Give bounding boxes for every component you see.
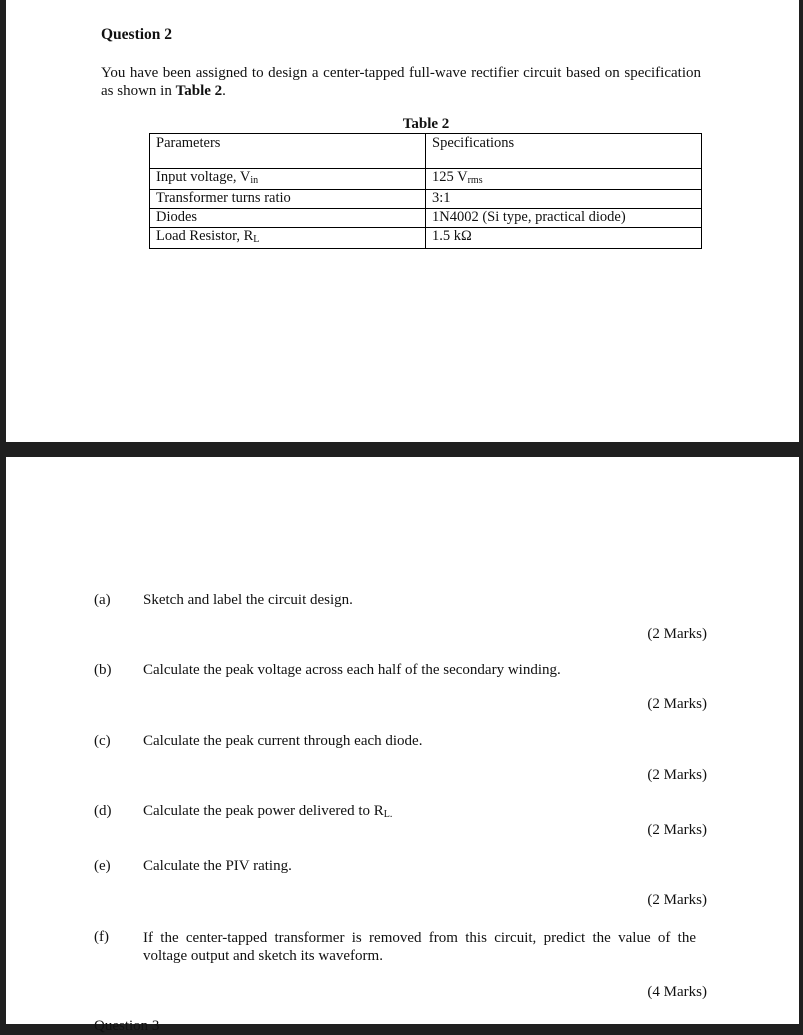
param-cell: Transformer turns ratio <box>150 190 426 209</box>
part-marks-d: (2 Marks) <box>647 822 707 838</box>
part-label-c: (c) <box>94 733 111 749</box>
table-caption: Table 2 <box>402 116 450 132</box>
part-text-b: Calculate the peak voltage across each half of the secondary winding. <box>143 662 561 678</box>
part-label-a: (a) <box>94 592 111 608</box>
header-specifications: Specifications <box>426 134 702 169</box>
part-label-e: (e) <box>94 858 111 874</box>
spec-cell: 1.5 kΩ <box>426 228 702 249</box>
table-header-row <box>150 134 702 169</box>
part-marks-e: (2 Marks) <box>647 892 707 908</box>
spec-cell: 125 $V_{rms}$ <box>426 169 702 190</box>
part-marks-a: (2 Marks) <box>647 626 707 642</box>
part-marks-c: (2 Marks) <box>647 767 707 783</box>
question-intro: You have been assigned to design a center-tapped full-wave rectifier circuit based on specification as shown in Table 2. <box>101 65 701 99</box>
param-cell: Diodes <box>150 209 426 228</box>
part-text-a: Sketch and label the circuit design. <box>143 592 353 608</box>
part-marks-b: (2 Marks) <box>647 696 707 712</box>
question-title: Question 2 <box>101 26 173 43</box>
part-text-c: Calculate the peak current through each diode. <box>143 733 423 749</box>
param-cell: Input voltage, $V_{in}$ <box>150 169 426 190</box>
table-row <box>150 209 702 228</box>
part-text-f: If the center-tapped transformer is removed from this circuit, predict the value of the voltage output and sketch its waveform. <box>143 930 696 964</box>
header-parameters: Parameters <box>150 134 426 169</box>
param-cell: Load Resistor, $R_L$ <box>150 228 426 249</box>
table-row <box>150 190 702 209</box>
part-label-f: (f) <box>94 929 109 945</box>
specification-table <box>149 133 702 249</box>
spec-cell: 3:1 <box>426 190 702 209</box>
part-label-d: (d) <box>94 803 112 819</box>
table-row <box>150 228 702 249</box>
spec-cell: 1N4002 (Si type, practical diode) <box>426 209 702 228</box>
part-text-e: Calculate the PIV rating. <box>143 858 292 874</box>
table-row <box>150 169 702 190</box>
part-marks-f: (4 Marks) <box>647 984 707 1000</box>
next-question-partial: Question 3 <box>94 1018 160 1034</box>
document-page-top <box>6 0 799 442</box>
part-text-d: Calculate the peak power delivered to $R_{L.}$ <box>143 803 393 820</box>
part-label-b: (b) <box>94 662 112 678</box>
table-reference: Table 2 <box>175 83 223 99</box>
